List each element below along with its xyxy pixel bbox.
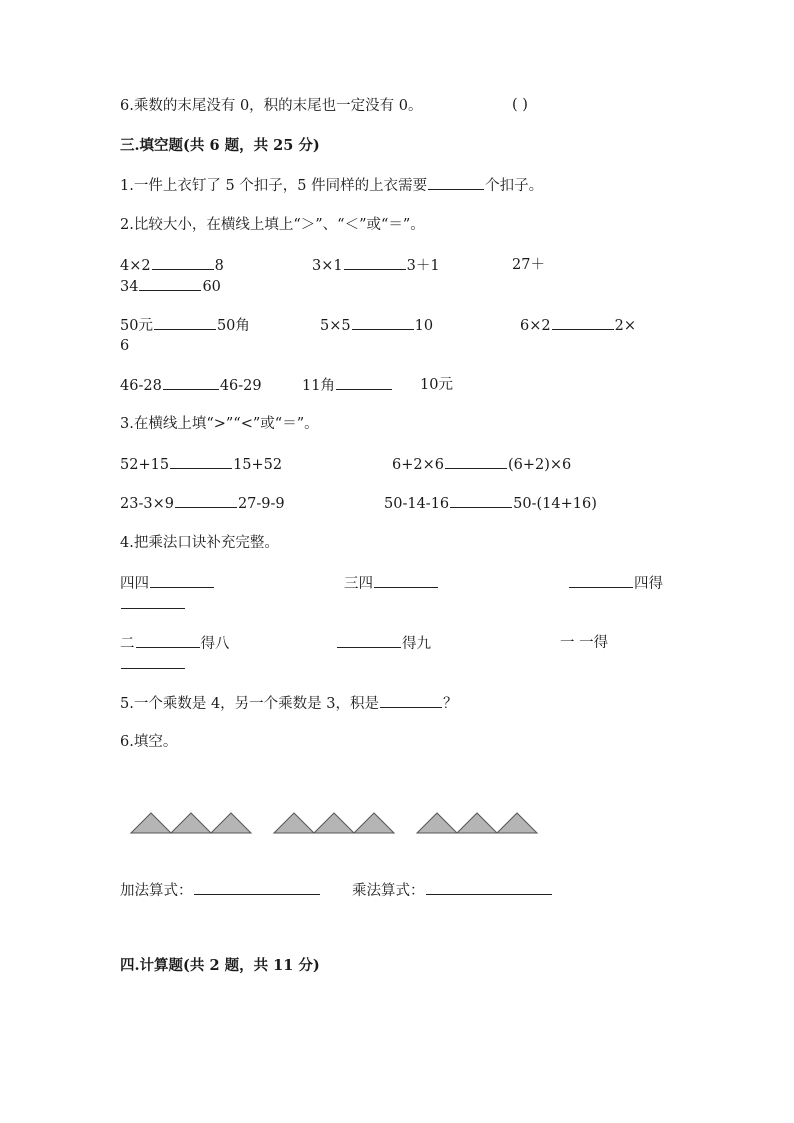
rhyme-text: 一 一得 xyxy=(560,635,609,651)
triangle xyxy=(171,813,211,833)
expr-left: 34 xyxy=(120,279,139,295)
fill-question-3: 3.在横线上填“>”“<”或“＝”。 xyxy=(120,416,319,432)
expr-left: 6×2 xyxy=(520,318,551,334)
rhyme-text: 得八 xyxy=(200,636,230,652)
expr-right: 50-(14+16) xyxy=(513,496,597,512)
expr-right: (6+2)×6 xyxy=(507,457,572,473)
expr-left: 27＋ xyxy=(512,257,545,273)
expr-right: 2× xyxy=(614,318,636,334)
expr-right: 8 xyxy=(214,258,224,274)
expr-left: 4×2 xyxy=(120,258,151,274)
q1-suffix: 个扣子。 xyxy=(485,178,544,194)
q5-suffix: ？ xyxy=(443,696,458,712)
triangle xyxy=(211,813,251,833)
expr-left: 3×1 xyxy=(312,258,343,274)
rhyme-text: 三四 xyxy=(344,576,373,592)
rhyme-text: 四得 xyxy=(634,576,663,592)
expr-left: 46-28 xyxy=(120,378,162,394)
q1-text: 1.一件上衣钉了 5 个扣子，5 件同样的上衣需要 xyxy=(120,178,428,194)
answer-blank[interactable] xyxy=(194,881,320,895)
expr-right: 60 xyxy=(202,279,221,295)
answer-blank[interactable] xyxy=(426,881,552,895)
expr-left: 50-14-16 xyxy=(384,496,450,512)
triangle xyxy=(314,813,354,833)
rhyme-text: 得九 xyxy=(402,636,431,652)
triangle xyxy=(131,813,171,833)
triangle-group-1 xyxy=(131,813,251,833)
expr-right: 27-9-9 xyxy=(237,496,285,512)
addition-label: 加法算式： xyxy=(120,883,193,899)
triangle-group-3 xyxy=(417,813,537,833)
expr-left: 23-3×9 xyxy=(120,496,174,512)
rhyme-text: 二 xyxy=(120,636,135,652)
expr-left: 50元 xyxy=(120,318,153,334)
multiplication-formula xyxy=(352,881,553,900)
expr-left: 11角 xyxy=(302,378,335,394)
section-3-title: 三.填空题(共 6 题，共 25 分) xyxy=(120,137,320,154)
section-4-title: 四.计算题(共 2 题，共 11 分) xyxy=(120,957,320,974)
fill-question-2: 2.比较大小，在横线上填上“＞”、“＜”或“＝”。 xyxy=(120,217,425,233)
expr-right: 10 xyxy=(414,318,434,334)
addition-formula xyxy=(120,881,321,900)
fill-question-6: 6.填空。 xyxy=(120,734,178,750)
multiplication-label: 乘法算式： xyxy=(352,883,425,899)
judge-question-6: 6.乘数的末尾没有 0，积的末尾也一定没有 0。 xyxy=(120,98,423,114)
triangle xyxy=(354,813,394,833)
triangle xyxy=(274,813,314,833)
triangle xyxy=(457,813,497,833)
q5-text: 5.一个乘数是 4，另一个乘数是 3，积是 xyxy=(120,696,380,712)
expr-left: 5×5 xyxy=(320,318,351,334)
expr-left: 6 xyxy=(120,338,130,354)
expr-right: 50角 xyxy=(216,318,250,334)
answer-paren[interactable]: ( ) xyxy=(512,97,528,113)
triangle xyxy=(497,813,537,833)
expr-right: 3＋1 xyxy=(406,258,440,274)
expr-left: 6+2×6 xyxy=(392,457,444,473)
triangle-group-2 xyxy=(274,813,394,833)
fill-question-4: 4.把乘法口诀补充完整。 xyxy=(120,535,279,551)
expr-right: 15+52 xyxy=(233,457,283,473)
expr-left: 10元 xyxy=(420,377,453,393)
expr-right: 46-29 xyxy=(219,378,262,394)
rhyme-text: 四四 xyxy=(120,576,149,592)
expr-left: 52+15 xyxy=(120,457,170,473)
triangle xyxy=(417,813,457,833)
